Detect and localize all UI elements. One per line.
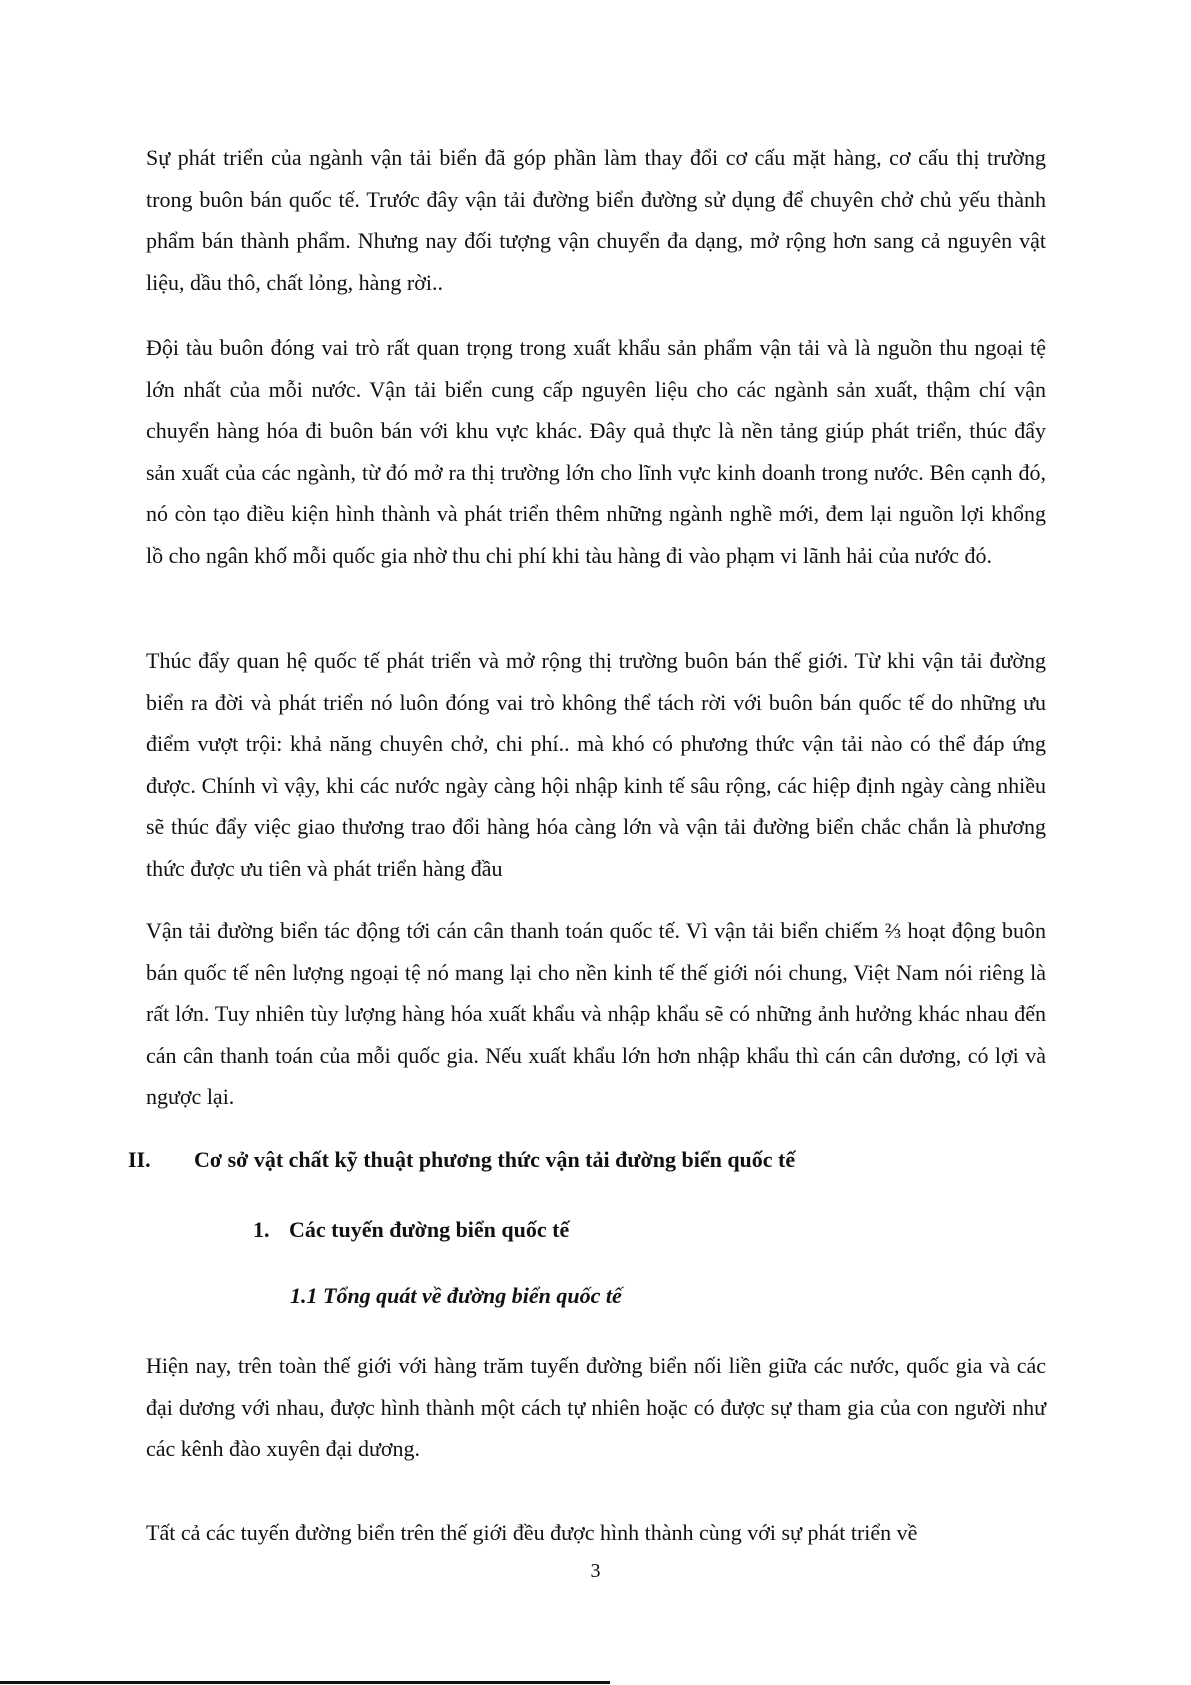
paragraph-sea-routes-formation: Tất cả các tuyến đường biển trên thế giới đều được hình thành cùng với sự phát triển về: [146, 1520, 918, 1545]
page-number: 3: [590, 1560, 601, 1582]
paragraph-cargo-structure: Sự phát triển của ngành vận tải biển đã góp phần làm thay đổi cơ cấu mặt hàng, cơ cấu thị trường trong buôn bán quốc tế. Trước đây vận tải đường biển đường sử dụng để chuyên chở chủ yếu thành phẩm bán thành phẩm. Nhưng nay đối tượng vận chuyển đa dạng, mở rộng hơn sang cả nguyên vật liệu, dầu thô, chất lỏng, hàng rời..: [146, 145, 1046, 295]
paragraph-balance-of-payments: Vận tải đường biển tác động tới cán cân thanh toán quốc tế. Vì vận tải biển chiếm ⅔ hoạt động buôn bán quốc tế nên lượng ngoại tệ nó mang lại cho nền kinh tế thế giới nói chung, Việt Nam nói riêng là rất lớn. Tuy nhiên tùy lượng hàng hóa xuất khẩu và nhập khẩu sẽ có những ảnh hưởng khác nhau đến cán cân thanh toán của mỗi quốc gia. Nếu xuất khẩu lớn hơn nhập khẩu thì cán cân dương, có lợi và ngược lại.: [146, 918, 1046, 1109]
section-title: Cơ sở vật chất kỹ thuật phương thức vận tải đường biển quốc tế: [194, 1147, 796, 1172]
paragraph-merchant-fleet: Đội tàu buôn đóng vai trò rất quan trọng trong xuất khẩu sản phẩm vận tải và là nguồn thu ngoại tệ lớn nhất của mỗi nước. Vận tải biển cung cấp nguyên liệu cho các ngành sản xuất, thậm chí vận chuyển hàng hóa đi buôn bán với khu vực khác. Đây quả thực là nền tảng giúp phát triển, thúc đẩy sản xuất của các ngành, từ đó mở ra thị trường lớn cho lĩnh vực kinh doanh trong nước. Bên cạnh đó, nó còn tạo điều kiện hình thành và phát triển thêm những ngành nghề mới, đem lại nguồn lợi khổng lồ cho ngân khố mỗi quốc gia nhờ thu chi phí khi tàu hàng đi vào phạm vi lãnh hải của nước đó.: [146, 335, 1046, 568]
subsection-title: Các tuyến đường biển quốc tế: [289, 1217, 570, 1242]
footer-divider: [0, 1681, 610, 1684]
paragraph-sea-routes-overview: Hiện nay, trên toàn thế giới với hàng trăm tuyến đường biển nối liền giữa các nước, quốc gia và các đại dương với nhau, được hình thành một cách tự nhiên hoặc có được sự tham gia của con người như các kênh đào xuyên đại dương.: [146, 1353, 1046, 1461]
paragraph-international-relations: Thúc đẩy quan hệ quốc tế phát triển và mở rộng thị trường buôn bán thế giới. Từ khi vận tải đường biển ra đời và phát triển nó luôn đóng vai trò không thể tách rời với buôn bán quốc tế do những ưu điểm vượt trội: khả năng chuyên chở, chi phí.. mà khó có phương thức vận tải nào có thể đáp ứng được. Chính vì vậy, khi các nước ngày càng hội nhập kinh tế sâu rộng, các hiệp định ngày càng nhiều sẽ thúc đẩy việc giao thương trao đổi hàng hóa càng lớn và vận tải đường biển chắc chắn là phương thức được ưu tiên và phát triển hàng đầu: [146, 648, 1046, 881]
section-number: II.: [128, 1147, 151, 1172]
subsubsection-heading: 1.1 Tổng quát về đường biển quốc tế: [290, 1283, 622, 1308]
subsection-heading: [253, 1217, 569, 1243]
subsection-number: 1.: [253, 1217, 270, 1242]
section-heading: [128, 1147, 795, 1173]
